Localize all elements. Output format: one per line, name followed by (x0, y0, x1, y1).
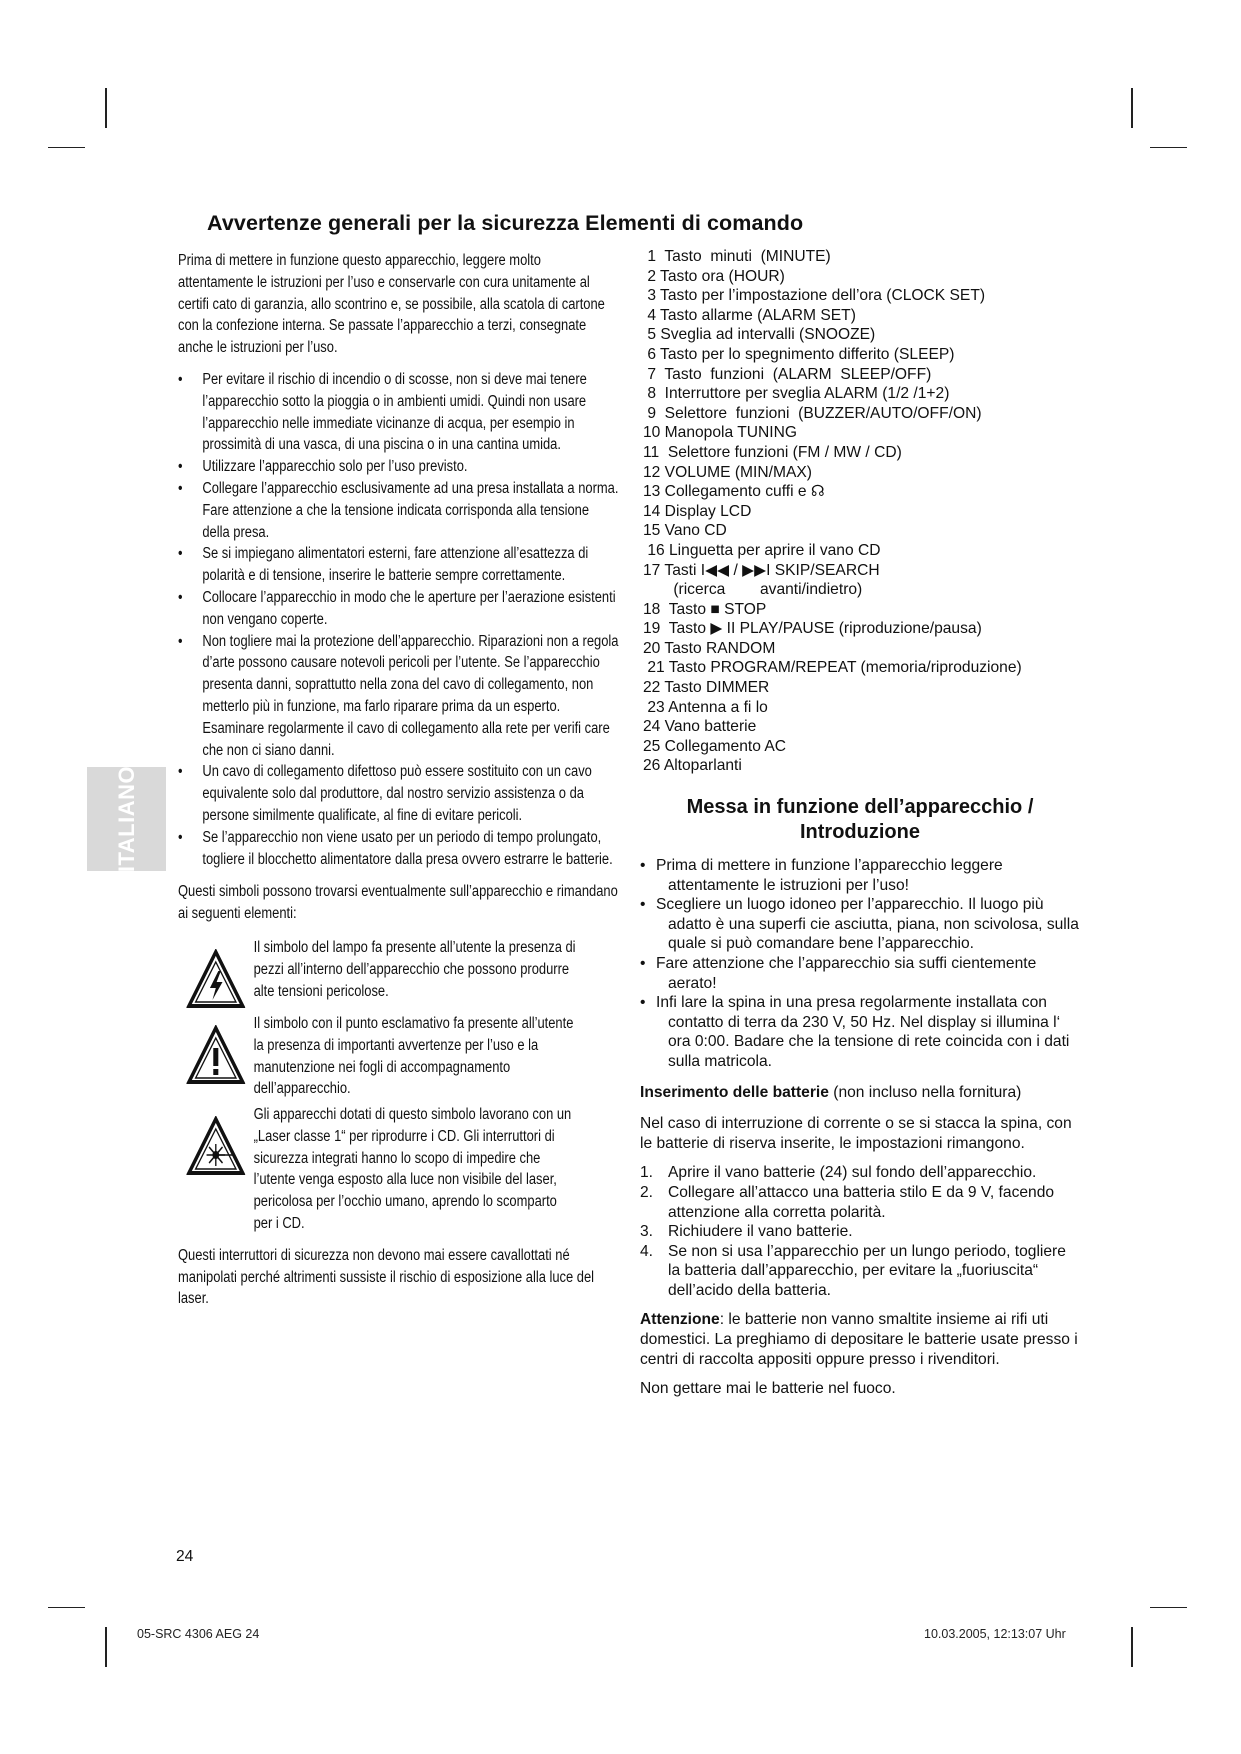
page-number: 24 (176, 1548, 194, 1565)
control-item: 8 Interruttore per sveglia ALARM (1/2 /1+2) (643, 385, 950, 403)
setup-title: Messa in funzione dell’apparecchio / Introduzione (686, 796, 1034, 843)
setup-section (640, 856, 1080, 1408)
language-tab-label: ITALIANO (113, 765, 139, 873)
attention-label: Attenzione (640, 1311, 720, 1329)
footer-right: 10.03.2005, 12:13:07 Uhr (924, 1627, 1066, 1641)
control-item: 15 Vano CD (643, 522, 727, 540)
crop-mark (1131, 1627, 1133, 1667)
symbol-text: Gli apparecchi dotati di questo simbolo lavorano con un „Laser classe 1“ per riprodurre i CD. Gli interruttori di sicurezza integrati hanno lo scopo di impedire che l’utente venga esposto alla luce non visibile del laser, pericolosa per l’occhio umano, aprendo lo scomparto per i CD. (253, 1106, 572, 1233)
symbol-row (178, 937, 619, 1009)
control-item: 12 VOLUME (MIN/MAX) (643, 463, 812, 481)
footer-left: 05-SRC 4306 AEG 24 (137, 1627, 260, 1641)
control-item: 26 Altoparlanti (643, 757, 742, 775)
setup-bullet: • Prima di mettere in funzione l’apparecchio leggere attentamente le istruzioni per l’uso! (640, 856, 1080, 895)
safety-bullet: • Non togliere mai la protezione dell’apparecchio. Riparazioni non a regola d’arte possono causare notevoli pericoli per l’utente. Se l’apparecchio presenta danni, soprattutto nella zona del cavo di collegamento, non metterlo più in funzione, ma farlo riparare prima da un esperto. Esaminare regolarmente il cavo di collegamento alla rete per verifi care che non ci siano danni. (178, 631, 619, 762)
battery-heading (640, 1083, 1080, 1103)
control-item: 23 Antenna a fi lo (643, 698, 768, 716)
safety-bullet: • Per evitare il rischio di incendio o di scosse, non si deve mai tenere l’apparecchio sotto la pioggia o in ambienti umidi. Quindi non usare l’apparecchio nelle immediate vicinanze di acqua, per esempio in prossimità di una vasca, di una piscina o in una cantina umida. (178, 369, 619, 456)
step-number: 4. (640, 1242, 654, 1260)
step-text: Richiudere il vano batterie. (668, 1223, 853, 1241)
control-item: 9 Selettore funzioni (BUZZER/AUTO/OFF/ON) (643, 404, 982, 422)
step-number: 1. (640, 1164, 654, 1182)
laser-warning-icon (186, 1116, 245, 1176)
control-item: 3 Tasto per l’impostazione dell’ora (CLOCK SET) (643, 287, 986, 305)
battery-steps (640, 1163, 1080, 1300)
control-item: 5 Sveglia ad intervalli (SNOOZE) (643, 326, 876, 344)
crop-mark (1131, 88, 1133, 128)
setup-bullet: • Scegliere un luogo idoneo per l’apparecchio. Il luogo più adatto è una superfi cie asciutta, piana, non scivolosa, sulla quale si può comandare bene l’apparecchio. (640, 895, 1080, 954)
control-item: 1 Tasto minuti (MINUTE) (643, 248, 831, 265)
symbol-row (178, 1104, 619, 1235)
control-item: 2 Tasto ora (HOUR) (643, 267, 785, 285)
safety-bullet: • Collocare l’apparecchio in modo che le aperture per l’aerazione esistenti non vengano coperte. (178, 587, 619, 631)
battery-heading-rest: (non incluso nella fornitura) (828, 1083, 1022, 1101)
control-item: 13 Collegamento cuffi e ☊ (643, 483, 825, 501)
control-item: 11 Selettore funzioni (FM / MW / CD) (643, 443, 902, 461)
safety-section (178, 250, 619, 1320)
crop-mark (105, 1627, 107, 1667)
setup-bullet: • Fare attenzione che l’apparecchio sia suffi cientemente aerato! (640, 954, 1080, 993)
step-text: Se non si usa l’apparecchio per un lungo periodo, togliere la batteria dall’apparecchio, per evitare la „fuoriuscita“ dell’acido della batteria. (668, 1242, 1066, 1299)
control-item: 14 Display LCD (643, 502, 752, 520)
safety-bullet: • Un cavo di collegamento difettoso può essere sostituito con un cavo equivalente solo dal produttore, dal nostro servizio assistenza o da persone similmente qualificate, al fine di evitare pericoli. (178, 761, 619, 826)
symbol-row (178, 1013, 619, 1100)
battery-heading-bold: Inserimento delle batterie (640, 1083, 829, 1101)
control-item: 25 Collegamento AC (643, 737, 787, 755)
crop-mark (1150, 1607, 1187, 1608)
safety-bullet: • Utilizzare l’apparecchio solo per l’uso previsto. (178, 456, 619, 478)
battery-step (640, 1242, 1080, 1301)
lightning-warning-icon (186, 949, 245, 1009)
battery-step (640, 1163, 1080, 1183)
step-number: 2. (640, 1183, 654, 1201)
symbol-text: Il simbolo del lampo fa presente all’utente la presenza di pezzi all’interno dell’apparecchio che possono produrre alte tensioni pericolose. (253, 938, 576, 1000)
battery-step (640, 1183, 1080, 1222)
language-tab (87, 767, 166, 871)
battery-step (640, 1222, 1080, 1242)
control-item: 21 Tasto PROGRAM/REPEAT (memoria/riproduzione) (643, 659, 1022, 677)
step-text: Collegare all’attacco una batteria stilo E da 9 V, facendo attenzione alla corretta polarità. (668, 1183, 1055, 1221)
control-item: 16 Linguetta per aprire il vano CD (643, 541, 881, 559)
safety-bullet-list (178, 369, 619, 870)
page-title: Avvertenze generali per la sicurezza Elementi di comando (207, 211, 804, 235)
setup-bullet-list (640, 856, 1080, 1072)
step-number: 3. (640, 1223, 654, 1241)
fire-note: Non gettare mai le batterie nel fuoco. (640, 1380, 896, 1398)
control-item: 7 Tasto funzioni (ALARM SLEEP/OFF) (643, 365, 932, 383)
control-item: 19 Tasto ▶ II PLAY/PAUSE (riproduzione/pausa) (643, 620, 982, 638)
symbols-intro: Questi simboli possono trovarsi eventualmente sull’apparecchio e rimandano ai seguenti elementi: (178, 883, 618, 923)
symbols-outro: Questi interruttori di sicurezza non devono mai essere cavallottati né manipolati perché altrimenti sussiste il rischio di esposizione alla luce del laser. (178, 1246, 595, 1308)
safety-intro: Prima di mettere in funzione questo apparecchio, leggere molto attentamente le istruzioni per l’uso e conservarle con cura unitamente al certifi cato di garanzia, allo scontrino e, se possibile, alla scatola di cartone con la confezione interna. Se passate l’apparecchio a terzi, consegnate anche le istruzioni per l’uso. (178, 252, 605, 357)
battery-intro: Nel caso di interruzione di corrente o se si stacca la spina, con le batterie di riserva inserite, le impostazioni rimangono. (640, 1115, 1072, 1152)
control-item: 22 Tasto DIMMER (643, 679, 770, 697)
control-item: 18 Tasto ■ STOP (643, 600, 767, 618)
control-item: (ricerca avanti/indietro) (643, 581, 863, 599)
control-item: 6 Tasto per lo spegnimento differito (SLEEP) (643, 345, 955, 363)
setup-bullet: • Infi lare la spina in una presa regolarmente installata con contatto di terra da 230 V, 50 Hz. Nel display si illumina l‘ ora 0:00. Badare che la tensione di rete coincida con i dati sulla matricola. (640, 993, 1080, 1071)
control-item: 20 Tasto RANDOM (643, 639, 776, 657)
crop-mark (1150, 147, 1187, 148)
crop-mark (105, 88, 107, 128)
safety-bullet: • Se si impiegano alimentatori esterni, fare attenzione all’esattezza di polarità e di tensione, inserire le batterie sempre correttamente. (178, 543, 619, 587)
symbol-text: Il simbolo con il punto esclamativo fa presente all’utente la presenza di importanti avvertenze per l’uso e la manutenzione nei fogli di accompagnamento dell’apparecchio. (253, 1014, 574, 1098)
safety-bullet: • Se l’apparecchio non viene usato per un periodo di tempo prolungato, togliere il blocchetto alimentatore dalla presa ovvero estrarre le batterie. (178, 827, 619, 871)
exclamation-warning-icon (186, 1025, 245, 1085)
attention-note (640, 1310, 1080, 1369)
control-item: 10 Manopola TUNING (643, 424, 797, 442)
crop-mark (48, 147, 85, 148)
control-item: 17 Tasti I◀◀ / ▶▶I SKIP/SEARCH (643, 561, 880, 579)
crop-mark (48, 1607, 85, 1608)
controls-list (643, 247, 1083, 776)
step-text: Aprire il vano batterie (24) sul fondo dell’apparecchio. (668, 1164, 1037, 1182)
control-item: 24 Vano batterie (643, 718, 757, 736)
safety-bullet: • Collegare l’apparecchio esclusivamente ad una presa installata a norma. Fare attenzione a che la tensione indicata corrisponda alla tensione della presa. (178, 478, 619, 543)
control-item: 4 Tasto allarme (ALARM SET) (643, 306, 856, 324)
attention-text: : le batterie non vanno smaltite insieme ai rifi uti domestici. La preghiamo di depositare le batterie usate presso i centri di raccolta appositi oppure presso i rivenditori. (640, 1311, 1078, 1368)
